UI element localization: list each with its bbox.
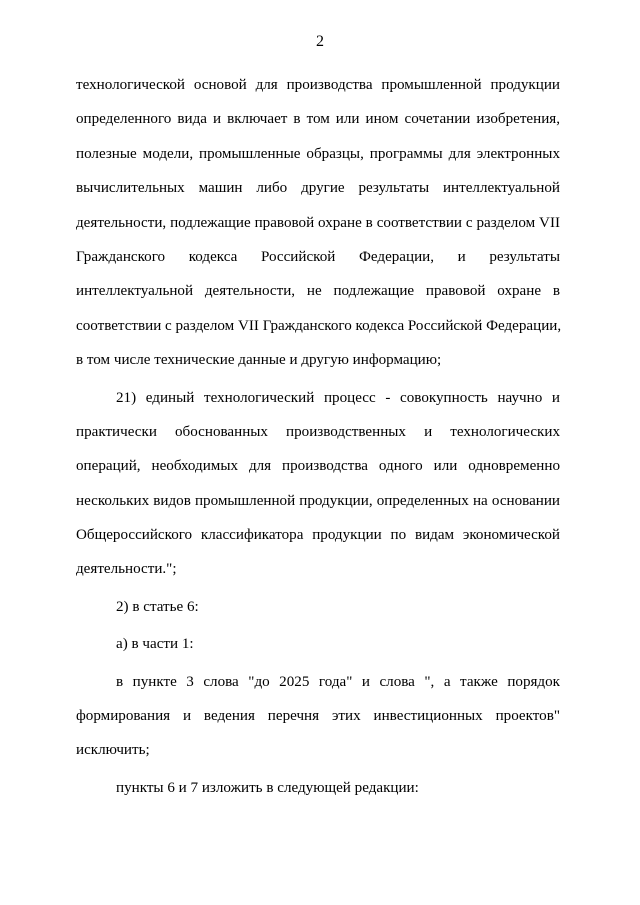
text-line: 21) единый технологический процесс - совокупность научно и bbox=[116, 389, 560, 406]
text-line: соответствии с разделом VII Гражданского кодекса Российской Федерации, bbox=[76, 317, 562, 334]
text-line: полезные модели, промышленные образцы, программы для электронных bbox=[76, 145, 560, 162]
text-line: вычислительных машин либо другие результаты интеллектуальной bbox=[76, 180, 560, 197]
paragraph bbox=[76, 665, 560, 768]
paragraph bbox=[76, 627, 560, 661]
text-line: определенного вида и включает в том или ином сочетании изобретения, bbox=[76, 111, 560, 128]
paragraph bbox=[76, 381, 560, 587]
page-number: 2 bbox=[316, 33, 324, 50]
text-line: в том числе технические данные и другую информацию; bbox=[76, 352, 442, 369]
text-line: 2) в статье 6: bbox=[116, 598, 199, 615]
document-body bbox=[76, 68, 560, 805]
text-line: исключить; bbox=[76, 742, 150, 759]
text-line: а) в части 1: bbox=[116, 636, 194, 653]
text-line: деятельности, подлежащие правовой охране в соответствии с разделом VII bbox=[76, 214, 560, 231]
text-line: формирования и ведения перечня этих инвестиционных проектов" bbox=[76, 708, 560, 725]
paragraph bbox=[76, 771, 560, 805]
paragraph bbox=[76, 590, 560, 624]
text-line: Общероссийского классификатора продукции по видам экономической bbox=[76, 527, 560, 544]
text-line: технологической основой для производства промышленной продукции bbox=[76, 77, 560, 93]
paragraph bbox=[76, 68, 560, 378]
text-line: практически обоснованных производственных и технологических bbox=[76, 423, 560, 440]
text-line: пункты 6 и 7 изложить в следующей редакции: bbox=[116, 779, 419, 796]
text-line: деятельности."; bbox=[76, 561, 177, 578]
text-line: в пункте 3 слова "до 2025 года" и слова ", а также порядок bbox=[116, 673, 560, 690]
text-line: Гражданского кодекса Российской Федерации, и результаты bbox=[76, 248, 560, 265]
text-line: операций, необходимых для производства одного или одновременно bbox=[76, 458, 560, 475]
text-line: нескольких видов промышленной продукции, определенных на основании bbox=[76, 492, 560, 509]
text-line: интеллектуальной деятельности, не подлежащие правовой охране в bbox=[76, 283, 560, 300]
